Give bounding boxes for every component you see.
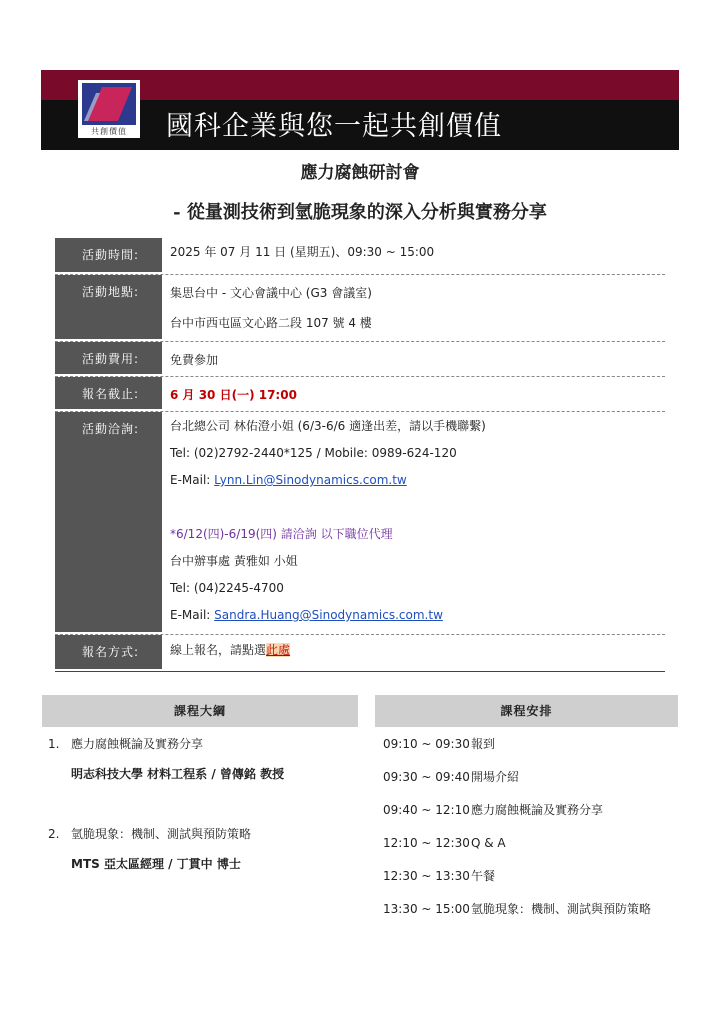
schedule-row <box>383 801 683 834</box>
event-info-table <box>55 238 665 672</box>
schedule-header: 課程安排 <box>375 695 678 727</box>
place-line-2: 台中市西屯區文心路二段 107 號 4 樓 <box>170 316 372 330</box>
time-value: 2025 年 07 月 11 日 (星期五)、09:30 ~ 15:00 <box>170 245 435 259</box>
contact-line-5: Tel: (04)2245-4700 <box>170 581 284 595</box>
schedule-item: 應力腐蝕概論及實務分享 <box>471 803 604 817</box>
contact-line-4: 台中辦事處 黃雅如 小姐 <box>170 554 298 568</box>
fee-value: 免費參加 <box>170 353 219 367</box>
outline-speaker: 明志科技大學 材料工程系 / 曾傳銘 教授 <box>71 767 285 781</box>
schedule-row <box>383 834 683 867</box>
fee-label: 活動費用: <box>55 342 162 376</box>
time-label: 活動時間: <box>55 238 162 274</box>
contact-email-line-2 <box>170 602 665 634</box>
schedule-item: 氫脆現象：機制、測試與預防策略 <box>471 902 652 916</box>
schedule-time: 12:30 ~ 13:30 <box>383 869 470 883</box>
info-row-time <box>55 238 665 275</box>
place-line-1: 集思台中 - 文心會議中心 (G3 會議室) <box>170 286 372 300</box>
company-logo <box>78 80 140 138</box>
page-title: 應力腐蝕研討會 <box>300 163 420 183</box>
register-link[interactable]: 此處 <box>266 643 291 657</box>
register-line <box>170 635 665 671</box>
register-label: 報名方式: <box>55 635 162 671</box>
schedule-item: 開場介紹 <box>471 770 520 784</box>
place-label: 活動地點: <box>55 275 162 341</box>
contact-spacer <box>170 494 665 521</box>
register-text: 線上報名，請點選 <box>170 643 267 657</box>
page-subtitle: - 從量測技術到氫脆現象的深入分析與實務分享 <box>173 202 547 223</box>
email-prefix-2: E-Mail: <box>170 608 215 622</box>
logo-text: 共創價值 <box>91 127 127 136</box>
contact-label: 活動洽詢: <box>55 412 162 634</box>
info-row-deadline <box>55 377 665 412</box>
schedule-time: 09:30 ~ 09:40 <box>383 770 470 784</box>
banner-slogan: 國科企業與您一起共創價值 <box>166 111 502 142</box>
outline-item <box>48 735 358 825</box>
logo-emblem-icon <box>82 83 136 125</box>
outline-title: 應力腐蝕概論及實務分享 <box>71 737 204 751</box>
outline-num: 2. <box>48 827 60 841</box>
contact-line-2: Tel: (02)2792-2440*125 / Mobile: 0989-624-120 <box>170 446 457 460</box>
schedule-time: 09:40 ~ 12:10 <box>383 803 470 817</box>
outline-header: 課程大綱 <box>42 695 358 727</box>
outline-title: 氫脆現象：機制、測試與預防策略 <box>71 827 252 841</box>
info-row-fee <box>55 342 665 377</box>
outline-item <box>48 825 358 915</box>
info-row-contact <box>55 412 665 635</box>
deadline-label: 報名截止: <box>55 377 162 411</box>
contact-email-link[interactable]: Lynn.Lin@Sinodynamics.com.tw <box>214 473 407 487</box>
contact-email-line <box>170 467 665 494</box>
schedule-time: 13:30 ~ 15:00 <box>383 902 470 916</box>
schedule-row <box>383 768 683 801</box>
email-prefix: E-Mail: <box>170 473 215 487</box>
schedule-item: 報到 <box>471 737 496 751</box>
header-banner <box>41 70 679 150</box>
course-schedule <box>383 735 683 933</box>
schedule-item: 午餐 <box>471 869 496 883</box>
outline-speaker: MTS 亞太區經理 / 丁貫中 博士 <box>71 857 241 871</box>
contact-note: *6/12(四)-6/19(四) 請洽詢 以下職位代理 <box>170 527 393 541</box>
info-row-register <box>55 635 665 672</box>
schedule-time: 12:10 ~ 12:30 <box>383 836 470 850</box>
outline-num: 1. <box>48 737 60 751</box>
schedule-row <box>383 735 683 768</box>
contact-email-link-2[interactable]: Sandra.Huang@Sinodynamics.com.tw <box>214 608 443 622</box>
schedule-item: Q & A <box>471 836 506 850</box>
schedule-time: 09:10 ~ 09:30 <box>383 737 470 751</box>
deadline-value: 6 月 30 日(一) 17:00 <box>170 388 297 402</box>
course-outline <box>48 735 358 915</box>
info-row-place <box>55 275 665 342</box>
schedule-row <box>383 867 683 900</box>
contact-line-1: 台北總公司 林佑澄小姐 (6/3-6/6 適逢出差，請以手機聯繫) <box>170 419 486 433</box>
schedule-row <box>383 900 683 933</box>
